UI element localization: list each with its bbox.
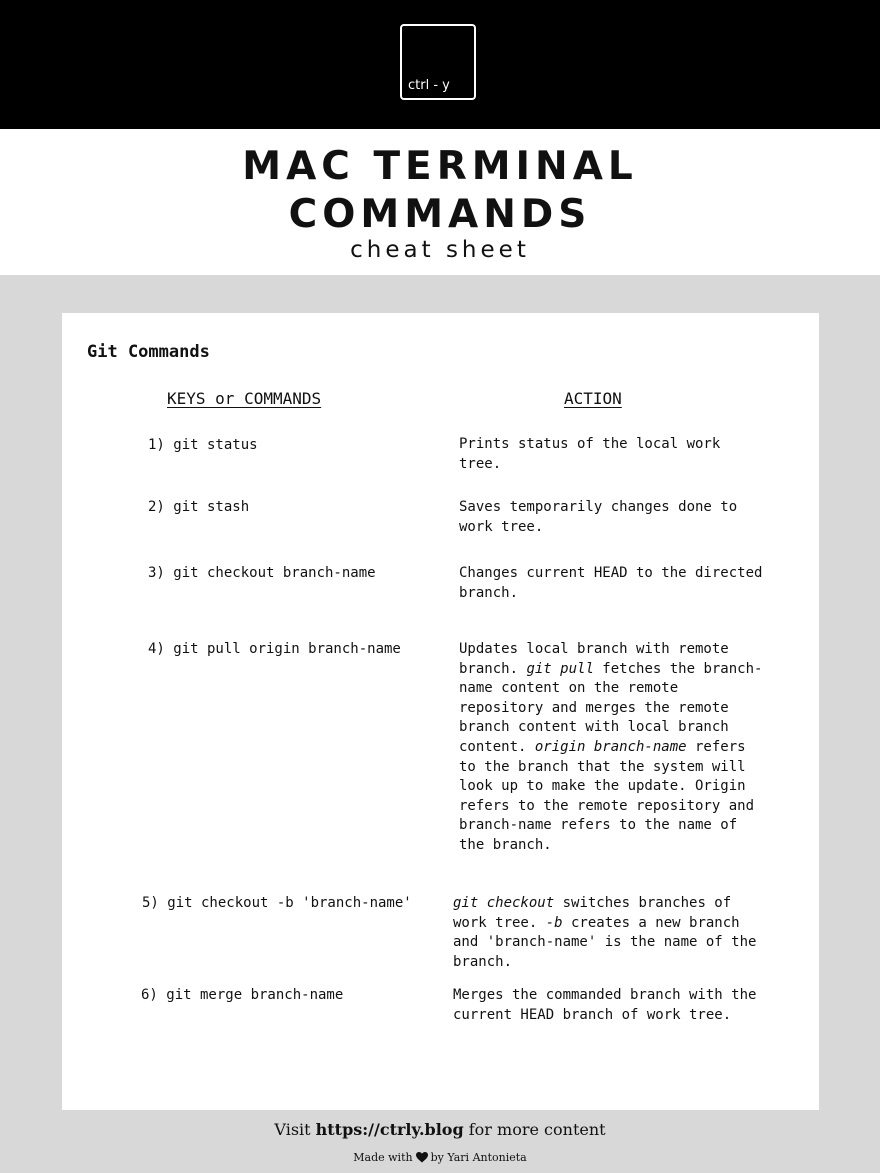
command-key-1: 1) git status: [148, 437, 258, 453]
command-action-2: Saves temporarily changes done to work tree.: [459, 499, 738, 535]
logo: [400, 24, 476, 100]
command-action-4: Updates local branch with remote branch. git pull fetches the branch-name content on the remote repository and merges the remote branch content with local branch content. origin branch-name refers to the branch that the system will look up to make the update. Origin refers to the remote repository and branch-name refers to the name of the branch.: [459, 641, 763, 853]
command-key-5: 5) git checkout -b 'branch-name': [142, 895, 412, 911]
footer-credit: Made with by Yari Antonieta: [0, 1149, 880, 1169]
heart-icon: [416, 1151, 428, 1169]
commands-card: [62, 313, 819, 1110]
page-subtitle: cheat sheet: [350, 237, 530, 263]
footer-link[interactable]: https://ctrly.blog: [315, 1120, 464, 1139]
command-key-6: 6) git merge branch-name: [141, 987, 344, 1003]
command-action-3: Changes current HEAD to the directed branch.: [459, 565, 763, 601]
logo-text: ctrl - y: [408, 78, 450, 93]
page-title-line-1: MAC TERMINAL: [242, 144, 638, 189]
command-action-5: git checkout switches branches of work tree. -b creates a new branch and 'branch-name' is the name of the branch.: [453, 895, 757, 970]
column-header-keys: KEYS or COMMANDS: [167, 389, 322, 408]
column-header-action: ACTION: [564, 389, 622, 408]
command-action-1: Prints status of the local work tree.: [459, 436, 721, 472]
top-banner: [0, 0, 880, 129]
page-title-line-2: COMMANDS: [288, 192, 592, 237]
page-header: [0, 129, 880, 275]
command-action-6: Merges the commanded branch with the current HEAD branch of work tree.: [453, 987, 757, 1023]
command-key-4: 4) git pull origin branch-name: [148, 641, 401, 657]
section-title: Git Commands: [87, 342, 210, 362]
command-key-3: 3) git checkout branch-name: [148, 565, 376, 581]
command-key-2: 2) git stash: [148, 499, 250, 515]
footer-visit-line: Visit https://ctrly.blog for more content: [274, 1120, 606, 1139]
